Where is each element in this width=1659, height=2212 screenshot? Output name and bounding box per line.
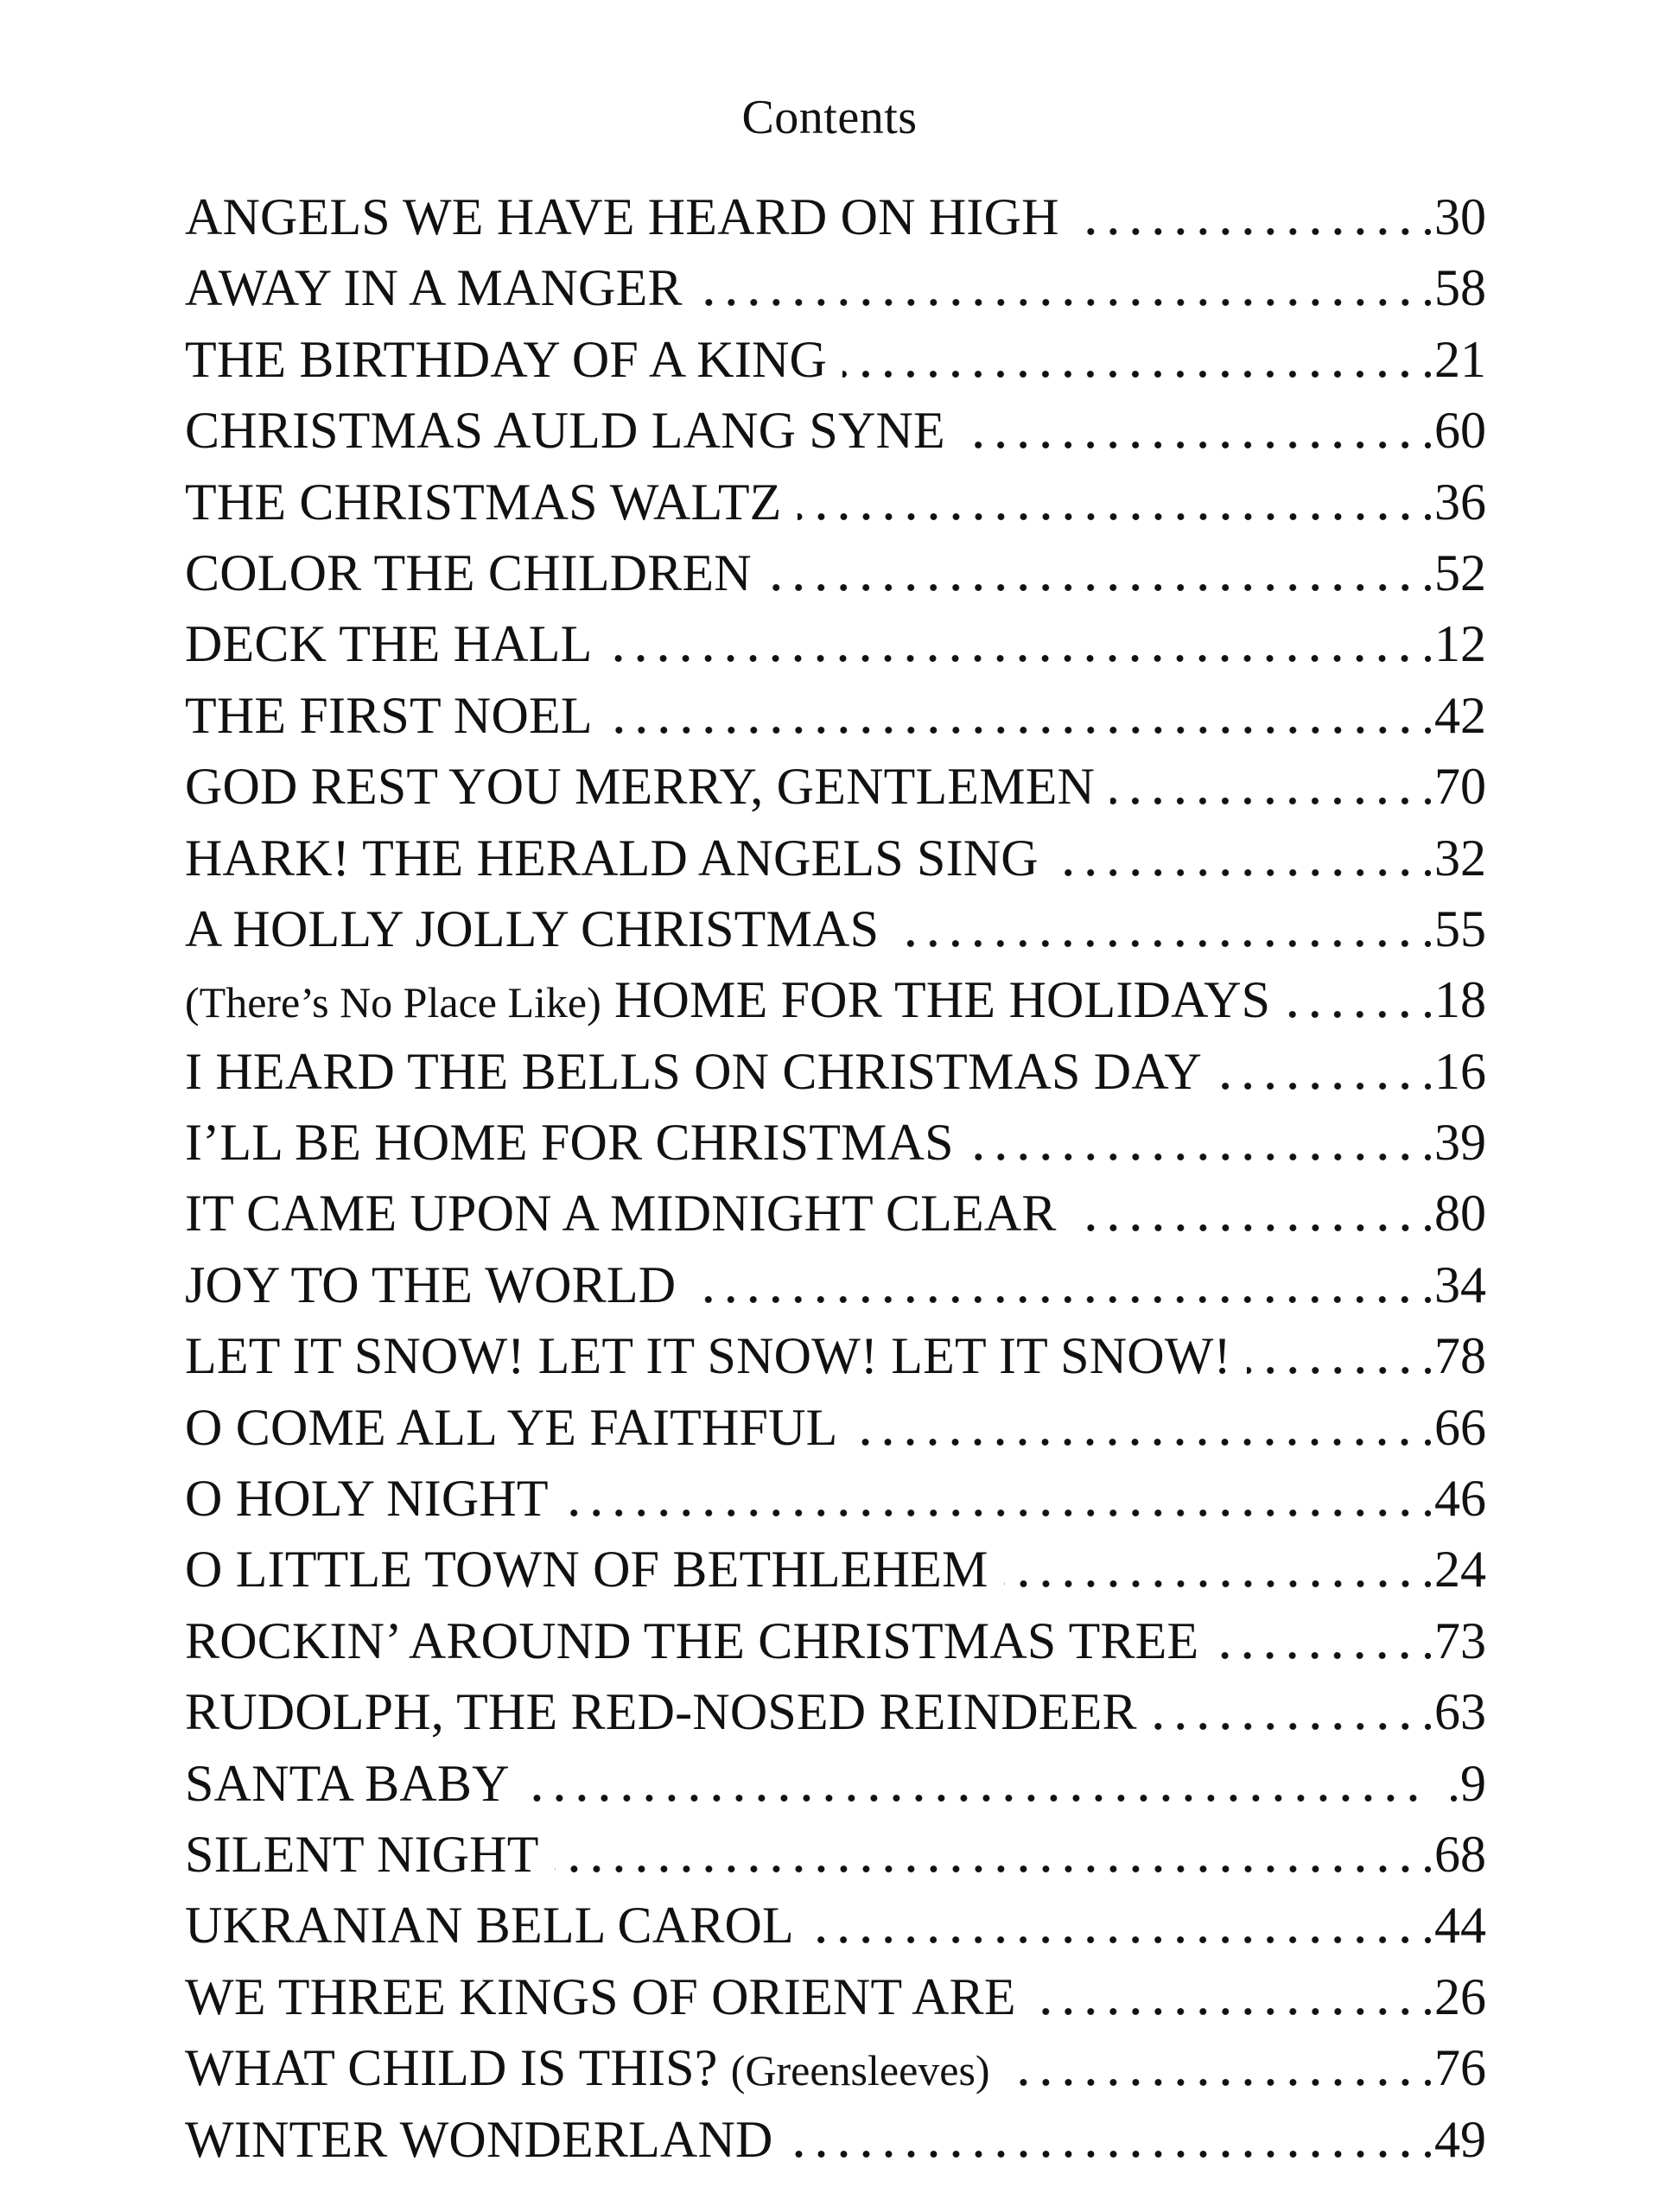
toc-entry (185, 1107, 1486, 1178)
toc-entry-title (185, 2032, 990, 2106)
dot-leader (608, 684, 1416, 736)
dot-leader (1054, 827, 1416, 879)
toc-entry-title-text: GOD REST YOU MERRY, GENTLEMEN (185, 758, 1096, 816)
toc-entry-page-number: .55 (1421, 899, 1486, 957)
toc-entry-title (185, 1249, 676, 1320)
toc-entry-page-number: .12 (1421, 615, 1486, 673)
toc-entry-title-text: LET IT SNOW! LET IT SNOW! LET IT SNOW! (185, 1327, 1231, 1385)
toc-entry-title (185, 1676, 1137, 1747)
toc-entry-page-number: .73 (1421, 1611, 1486, 1669)
dot-leader (1247, 1325, 1416, 1376)
toc-entry (185, 324, 1486, 395)
toc-entry (185, 1534, 1486, 1605)
toc-entry (185, 608, 1486, 679)
toc-entry-title-text: WHAT CHILD IS THIS? (185, 2039, 718, 2097)
table-of-contents (185, 181, 1486, 2175)
toc-entry-title (185, 181, 1059, 252)
toc-entry-title-text: CHRISTMAS AULD LANG SYNE (185, 402, 945, 460)
toc-entry-title (185, 1178, 1057, 1249)
toc-entry-title-text: ROCKIN’ AROUND THE CHRISTMAS TREE (185, 1611, 1199, 1669)
dot-leader (1032, 1966, 1416, 2018)
toc-entry-title-text: SANTA BABY (185, 1754, 510, 1812)
toc-entry (185, 1676, 1486, 1747)
toc-entry-title (185, 2104, 773, 2175)
toc-entry-page-number: .66 (1421, 1398, 1486, 1456)
toc-entry-page-number: .52 (1421, 543, 1486, 601)
toc-entry-title (185, 1605, 1198, 1676)
toc-entry (185, 823, 1486, 893)
toc-entry-title-text: THE BIRTHDAY OF A KING (185, 330, 828, 388)
toc-entry (185, 395, 1486, 466)
dot-leader (789, 2108, 1416, 2160)
toc-entry-title (185, 1890, 794, 1961)
toc-entry-title-text: UKRANIAN BELL CAROL (185, 1897, 794, 1955)
toc-entry-title-text: WINTER WONDERLAND (185, 2110, 773, 2168)
toc-entry (185, 1819, 1486, 1890)
toc-entry (185, 1320, 1486, 1391)
toc-entry-page-number: .46 (1421, 1470, 1486, 1528)
toc-entry-page-number: .76 (1421, 2039, 1486, 2097)
dot-leader (798, 471, 1416, 523)
toc-entry-page-number: .58 (1421, 259, 1486, 317)
dot-leader (1072, 1182, 1416, 1234)
dot-leader (1110, 755, 1416, 807)
toc-entry (185, 537, 1486, 608)
dot-leader (1004, 1538, 1416, 1590)
dot-leader (698, 257, 1416, 308)
dot-leader (1153, 1681, 1416, 1732)
toc-entry-title (185, 537, 752, 608)
toc-entry-title (185, 751, 1095, 822)
dot-leader (810, 1894, 1416, 1946)
toc-entry-page-number: .26 (1421, 1967, 1486, 2025)
toc-entry (185, 1890, 1486, 1961)
dot-leader (1286, 969, 1416, 1020)
toc-entry-title (185, 964, 1270, 1038)
toc-entry-title-text: A HOLLY JOLLY CHRISTMAS (185, 899, 880, 957)
toc-entry-page-number: .42 (1421, 686, 1486, 744)
toc-entry-page-number: .32 (1421, 829, 1486, 887)
toc-entry-title-text: THE FIRST NOEL (185, 686, 593, 744)
dot-leader (767, 542, 1416, 594)
dot-leader (555, 1823, 1416, 1875)
toc-entry-page-number: .63 (1421, 1683, 1486, 1741)
toc-entry (185, 751, 1486, 822)
toc-entry (185, 1249, 1486, 1320)
toc-entry-title (185, 467, 782, 537)
toc-entry-page-number: .18 (1421, 971, 1486, 1029)
toc-entry (185, 1178, 1486, 1249)
dot-leader (961, 399, 1416, 451)
toc-entry-title (185, 395, 945, 466)
toc-entry-title (185, 252, 683, 323)
toc-entry-page-number: .49 (1421, 2110, 1486, 2168)
toc-entry (185, 252, 1486, 323)
toc-entry (185, 1463, 1486, 1534)
toc-entry-page-number: .68 (1421, 1825, 1486, 1883)
toc-entry-title-text: ANGELS WE HAVE HEARD ON HIGH (185, 188, 1059, 245)
toc-entry-title-text: SILENT NIGHT (185, 1825, 539, 1883)
dot-leader (853, 1396, 1416, 1448)
toc-entry-page-number: .80 (1421, 1185, 1486, 1243)
toc-entry (185, 1036, 1486, 1107)
toc-entry (185, 2104, 1486, 2175)
toc-entry-title-text: JOY TO THE WORLD (185, 1255, 677, 1313)
toc-entry-title (185, 823, 1039, 893)
toc-entry-title-prefix: (There’s No Place Like) (185, 978, 601, 1027)
toc-entry-page-number: .70 (1421, 758, 1486, 816)
dot-leader (1006, 2037, 1416, 2088)
toc-entry-title (185, 680, 593, 751)
toc-entry-page-number: .60 (1421, 402, 1486, 460)
toc-entry-title-text: WE THREE KINGS OF ORIENT ARE (185, 1967, 1016, 2025)
toc-entry-title-text: O LITTLE TOWN OF BETHLEHEM (185, 1541, 988, 1599)
toc-entry-page-number: .9 (1447, 1754, 1486, 1812)
dot-leader (564, 1467, 1416, 1519)
toc-entry-title (185, 1819, 539, 1890)
toc-entry-page-number: .21 (1421, 330, 1486, 388)
toc-entry-title (185, 893, 879, 964)
page-title: Contents (741, 91, 918, 144)
toc-entry-title (185, 608, 592, 679)
dot-leader (842, 328, 1416, 380)
toc-entry-title (185, 1320, 1231, 1391)
toc-entry (185, 1392, 1486, 1463)
toc-entry-page-number: .78 (1421, 1327, 1486, 1385)
toc-entry (185, 181, 1486, 252)
dot-leader (607, 613, 1416, 664)
toc-entry (185, 964, 1486, 1035)
toc-entry-title (185, 1748, 510, 1819)
toc-entry-page-number: .44 (1421, 1897, 1486, 1955)
toc-entry-title (185, 324, 827, 395)
dot-leader (969, 1111, 1416, 1163)
toc-entry-title (185, 1534, 988, 1605)
toc-entry (185, 2032, 1486, 2103)
toc-entry-page-number: .24 (1421, 1541, 1486, 1599)
toc-entry-page-number: .16 (1421, 1042, 1486, 1100)
toc-entry (185, 1605, 1486, 1676)
toc-entry-title-suffix: (Greensleeves) (730, 2046, 990, 2095)
toc-entry-title-text: HARK! THE HERALD ANGELS SING (185, 829, 1039, 887)
toc-entry-title-text: THE CHRISTMAS WALTZ (185, 473, 782, 531)
toc-entry-title (185, 1392, 837, 1463)
dot-leader (894, 898, 1416, 950)
dot-leader (525, 1752, 1424, 1804)
toc-entry-page-number: .36 (1421, 473, 1486, 531)
toc-entry-title-text: RUDOLPH, THE RED-NOSED REINDEER (185, 1683, 1137, 1741)
toc-entry-title-text: IT CAME UPON A MIDNIGHT CLEAR (185, 1185, 1057, 1243)
toc-entry-title-text: HOME FOR THE HOLIDAYS (613, 971, 1271, 1029)
toc-entry (185, 680, 1486, 751)
toc-entry-page-number: .39 (1421, 1114, 1486, 1172)
toc-entry-title-text: I HEARD THE BELLS ON CHRISTMAS DAY (185, 1042, 1202, 1100)
toc-entry (185, 467, 1486, 537)
toc-entry-title-text: AWAY IN A MANGER (185, 259, 683, 317)
dot-leader (1075, 186, 1416, 238)
toc-entry-page-number: .34 (1421, 1255, 1486, 1313)
toc-entry-title (185, 1463, 549, 1534)
toc-entry-title (185, 1036, 1202, 1107)
toc-entry-title-text: I’LL BE HOME FOR CHRISTMAS (185, 1114, 954, 1172)
toc-entry-title-text: O COME ALL YE FAITHFUL (185, 1398, 838, 1456)
toc-entry (185, 1961, 1486, 2032)
dot-leader (1217, 1040, 1416, 1092)
dot-leader (691, 1254, 1416, 1306)
toc-entry-title (185, 1961, 1016, 2032)
toc-entry-title (185, 1107, 954, 1178)
toc-entry-title-text: DECK THE HALL (185, 615, 593, 673)
dot-leader (1214, 1610, 1416, 1662)
toc-entry-title-text: COLOR THE CHILDREN (185, 543, 752, 601)
toc-entry (185, 1748, 1486, 1819)
toc-entry (185, 893, 1486, 964)
toc-entry-page-number: .30 (1421, 188, 1486, 245)
toc-entry-title-text: O HOLY NIGHT (185, 1470, 549, 1528)
